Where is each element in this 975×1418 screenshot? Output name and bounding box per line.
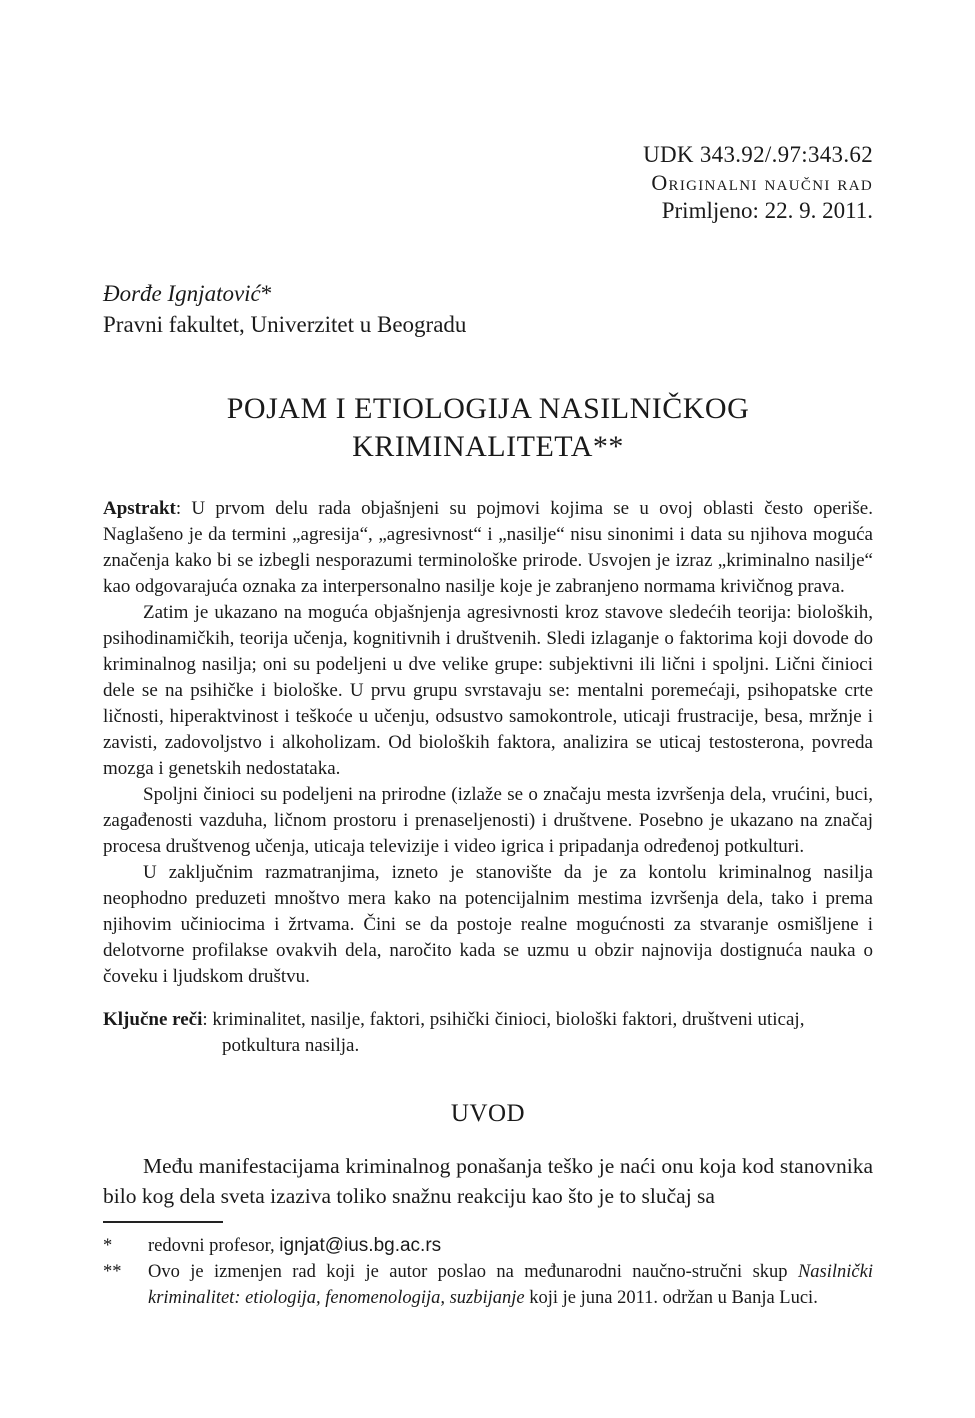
footnote-2-body-after: koji je juna 2011. održan u Banja Luci. [524,1288,818,1308]
author-name [103,278,873,309]
footnote-2-conference-title: Nasilnički kriminalitet: etiologija, fenomenologija, suzbijanje [148,1262,873,1308]
paper-title-text: POJAM I ETIOLOGIJA NASILNIČKOG KRIMINALITETA [226,392,750,463]
introduction-paragraph: Među manifestacijama kriminalnog ponašanja teško je naći onu koja kod stanovnika bilo kog dela sveta izaziva toliko snažnu reakciju kao što je to slučaj sa [103,1154,873,1208]
abstract-section [103,496,873,990]
footnote-area [103,1221,873,1311]
article-type: Originalni naučni rad [651,170,873,195]
footnote-2 [103,1259,873,1311]
author-footnote-marker: * [260,281,273,306]
footnote-1-body: redovni profesor, [148,1236,280,1256]
abstract-paragraph-1 [103,496,873,600]
abstract-label: Apstrakt [103,498,176,519]
footnote-2-text [148,1259,873,1311]
abstract-paragraph-1-text: : U prvom delu rada objašnjeni su pojmovi kojima se u ovoj oblasti često operiše. Naglašeno je da termini „agresija“, „agresivnost“ i „nasilje“ nisu sinonimi i data su njihova moguća značenja kako bi se izbegli nesporazumi terminološke prirode. Usvojen je izraz „kriminalno nasilje“ kao odgovarajuća oznaka za interpersonalno nasilje koje je zabranjeno normama krivičnog prava. [103,498,873,597]
author-name-text: Đorđe Ignjatović [103,281,261,306]
footnote-1-text [148,1233,873,1259]
footnote-1 [103,1233,873,1259]
article-header [103,0,873,226]
abstract-paragraph-3: Spoljni činioci su podeljeni na prirodne (izlaže se o značaju mesta izvršenja dela, vrućini, buci, zagađenosti vazduha, ličnom prostoru i prenaseljenosti) i društvene. Posebno je ukazano na značaj procesa društvenog učenja, uticaja televizije i video igrica i pripadanja određenoj potkulturi. [103,784,873,857]
keywords-label: Ključne reči [103,1009,203,1030]
footnote-2-marker: ** [103,1262,122,1282]
author-block [103,278,873,340]
section-heading-uvod: UVOD [450,1100,526,1127]
introduction-text [103,1151,873,1211]
abstract-paragraph-4: U zaključnim razmatranjima, izneto je stanovište da je za kontolu kriminalnog nasilja neophodno preduzeti mnoštvo mera kako na potencijalnim mestima izvršenja dela, tako i prema njihovim učiniocima i žrtvama. Čini se da postoje realne mogućnosti za stvaranje osmišljene i delotvorne profilakse ovakvih dela, naročito kada se uzmu u obzir najnovija dostignuća nauka o čoveku i ljudskom društvu. [103,862,873,987]
keywords [103,1007,873,1059]
paper-title [168,390,808,466]
abstract-paragraph-2: Zatim je ukazano na moguća objašnjenja agresivnosti kroz stavove sledećih teorija: bioloških, psihodinamičkih, teorija učenja, kognitivnih i društvenih. Sledi izlaganje o faktorima koji dovode do kriminalnog nasilja; oni su podeljeni u dve velike grupe: subjektivni ili lični i spoljni. Lični činioci dele se na psihičke i biološke. U prvu grupu svrstavaju se: mentalni poremećaji, psihopatske crte ličnosti, hiperaktvinost i teškoće u učenju, odsustvo samokontrole, uticaji frustracije, besa, mržnje i zavisti, zadovoljstvo i alkoholizam. Od bioloških faktora, analizira se uticaj testosterona, povreda mozga i genetskih nedostataka. [103,602,873,779]
footnote-1-marker: * [103,1236,113,1256]
udk-number: UDK 343.92/.97:343.62 [643,142,873,167]
footnote-1-email: ignjat@ius.bg.ac.rs [279,1235,442,1256]
title-footnote-marker: ** [592,430,624,463]
footnote-separator-rule [103,1221,223,1223]
footnote-2-body-before: Ovo je izmenjen rad koji je autor poslao na međunarodni naučno-stručni skup [148,1262,798,1282]
keywords-text: : kriminalitet, nasilje, faktori, psihički činioci, biološki faktori, društveni uticaj, potkultura nasilja. [202,1009,805,1056]
author-affiliation: Pravni fakultet, Univerzitet u Beogradu [103,312,467,337]
received-date: Primljeno: 22. 9. 2011. [661,198,873,223]
